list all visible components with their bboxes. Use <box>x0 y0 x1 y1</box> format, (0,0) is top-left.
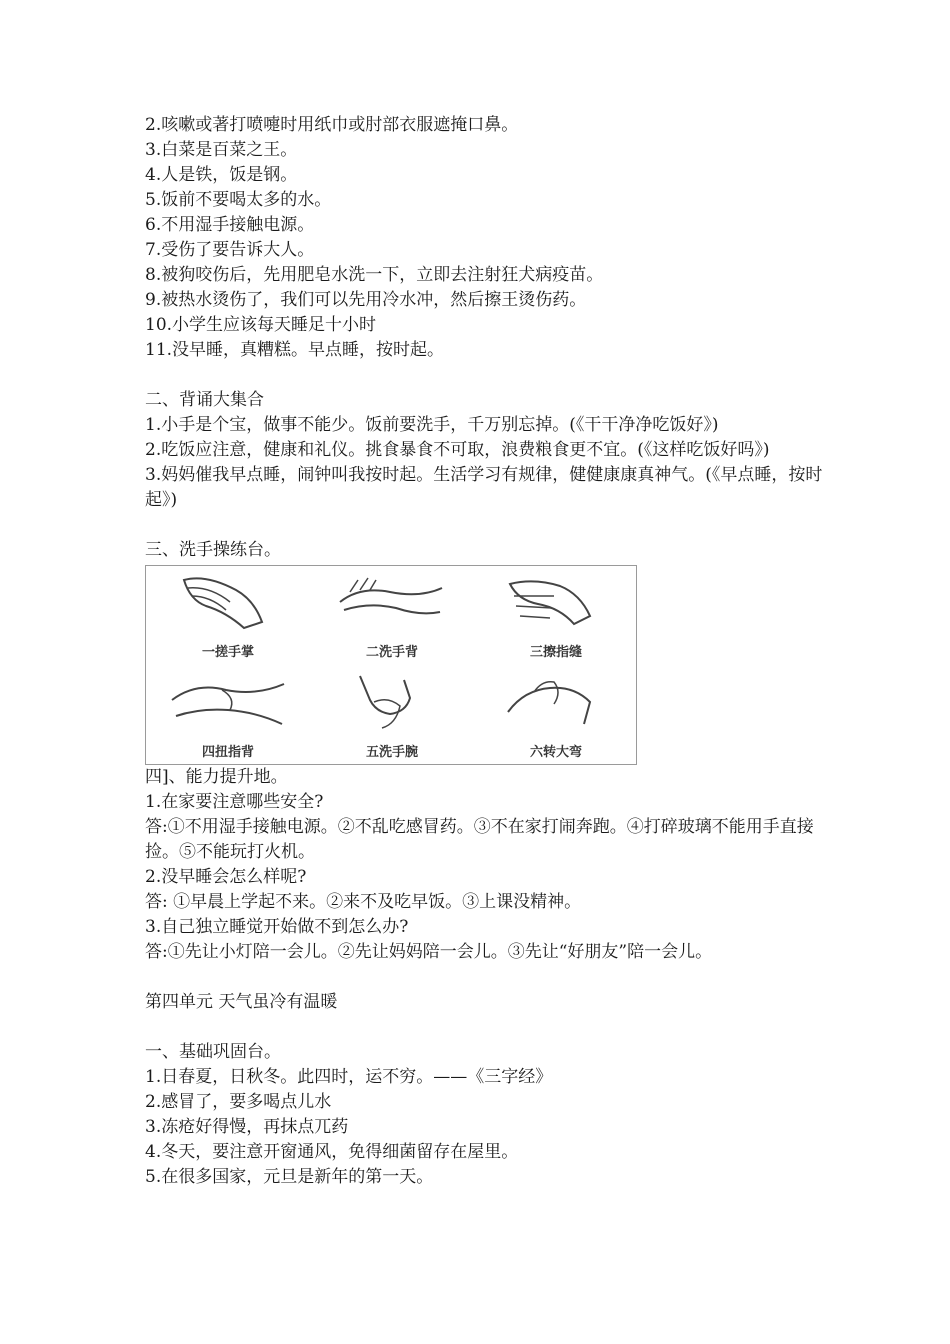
step-caption: 六转大弯 <box>529 745 582 760</box>
list-item: 6.不用湿手接触电源。 <box>145 215 315 235</box>
list-item: 3.冻疮好得慢，再抹点兀药 <box>145 1117 349 1137</box>
question: 2.没早睡会怎么样呢? <box>145 867 307 887</box>
handwash-step <box>310 566 474 666</box>
list-item: 5.在很多国家，元旦是新年的第一天。 <box>145 1167 434 1187</box>
step-caption: 一搓手掌 <box>201 645 254 660</box>
handwash-step <box>146 666 310 766</box>
list-item: 2.感冒了，要多喝点儿水 <box>145 1092 332 1112</box>
handwash-step <box>474 666 638 766</box>
fingers-interlaced-icon <box>494 572 604 634</box>
recitation-item: 2.吃饭应注意，健康和礼仪。挑食暴食不可取，浪费粮食更不宜。(《这样吃饭好吗》) <box>145 440 770 460</box>
thumb-rotating-icon <box>494 672 604 734</box>
list-item: 3.白菜是百菜之王。 <box>145 140 298 160</box>
section-heading: 一、基础巩固台。 <box>145 1042 281 1062</box>
handwash-step <box>146 566 310 666</box>
question: 3.自己独立睡觉开始做不到怎么办? <box>145 917 409 937</box>
answer: 答: ①早晨上学起不来。②来不及吃早饭。③上课没精神。 <box>145 892 582 912</box>
recitation-item: 3.妈妈催我早点睡，闹钟叫我按时起。生活学习有规律，健健康康真神气。(《早点睡，按时起》) <box>145 465 823 510</box>
recitation-item: 1.小手是个宝，做事不能少。饭前要洗手，千万别忘掉。(《干干净净吃饭好》) <box>145 415 719 435</box>
answer: 答:①不用湿手接触电源。②不乱吃感冒药。③不在家打闹奔跑。④打碎玻璃不能用手直接捡。⑤不能玩打火机。 <box>145 817 814 862</box>
step-caption: 二洗手背 <box>365 645 418 660</box>
palms-rubbing-icon <box>166 572 276 634</box>
handwash-step <box>310 666 474 766</box>
list-item: 10.小学生应该每天睡足十小时 <box>145 315 377 335</box>
list-item: 7.受伤了要告诉大人。 <box>145 240 315 260</box>
section-heading: 三、洗手操练台。 <box>145 540 281 560</box>
list-item: 9.被热水烫伤了，我们可以先用冷水冲，然后擦王烫伤药。 <box>145 290 587 310</box>
section-heading: 二、背诵大集合 <box>145 390 264 410</box>
list-item: 11.没早睡，真糟糕。早点睡，按时起。 <box>145 340 445 360</box>
section-heading: 四]、能力提升地。 <box>145 767 288 787</box>
wrist-washing-icon <box>330 672 440 734</box>
document-body <box>145 113 835 1190</box>
answer: 答:①先让小灯陪一会儿。②先让妈妈陪一会儿。③先让“好朋友”陪一会儿。 <box>145 942 713 962</box>
unit-title: 第四单元 天气虽冷有温暖 <box>145 992 338 1012</box>
step-caption: 五洗手腕 <box>365 745 418 760</box>
back-of-hand-icon <box>330 572 450 634</box>
finger-backs-icon <box>166 672 290 734</box>
handwashing-steps-figure <box>145 565 637 765</box>
list-item: 5.饭前不要喝太多的水。 <box>145 190 332 210</box>
step-caption: 三擦指缝 <box>529 645 582 660</box>
handwash-step <box>474 566 638 666</box>
list-item: 2.咳嗽或著打喷嚏时用纸巾或肘部衣服遮掩口鼻。 <box>145 115 519 135</box>
list-item: 4.冬天，要注意开窗通风，免得细菌留存在屋里。 <box>145 1142 519 1162</box>
question: 1.在家要注意哪些安全? <box>145 792 324 812</box>
step-caption: 四扭指背 <box>201 745 254 760</box>
list-item: 4.人是铁，饭是钢。 <box>145 165 298 185</box>
list-item: 8.被狗咬伤后，先用肥皂水洗一下，立即去注射狂犬病疫苗。 <box>145 265 604 285</box>
list-item: 1.日春夏，日秋冬。此四时，运不穷。——《三字经》 <box>145 1067 553 1087</box>
